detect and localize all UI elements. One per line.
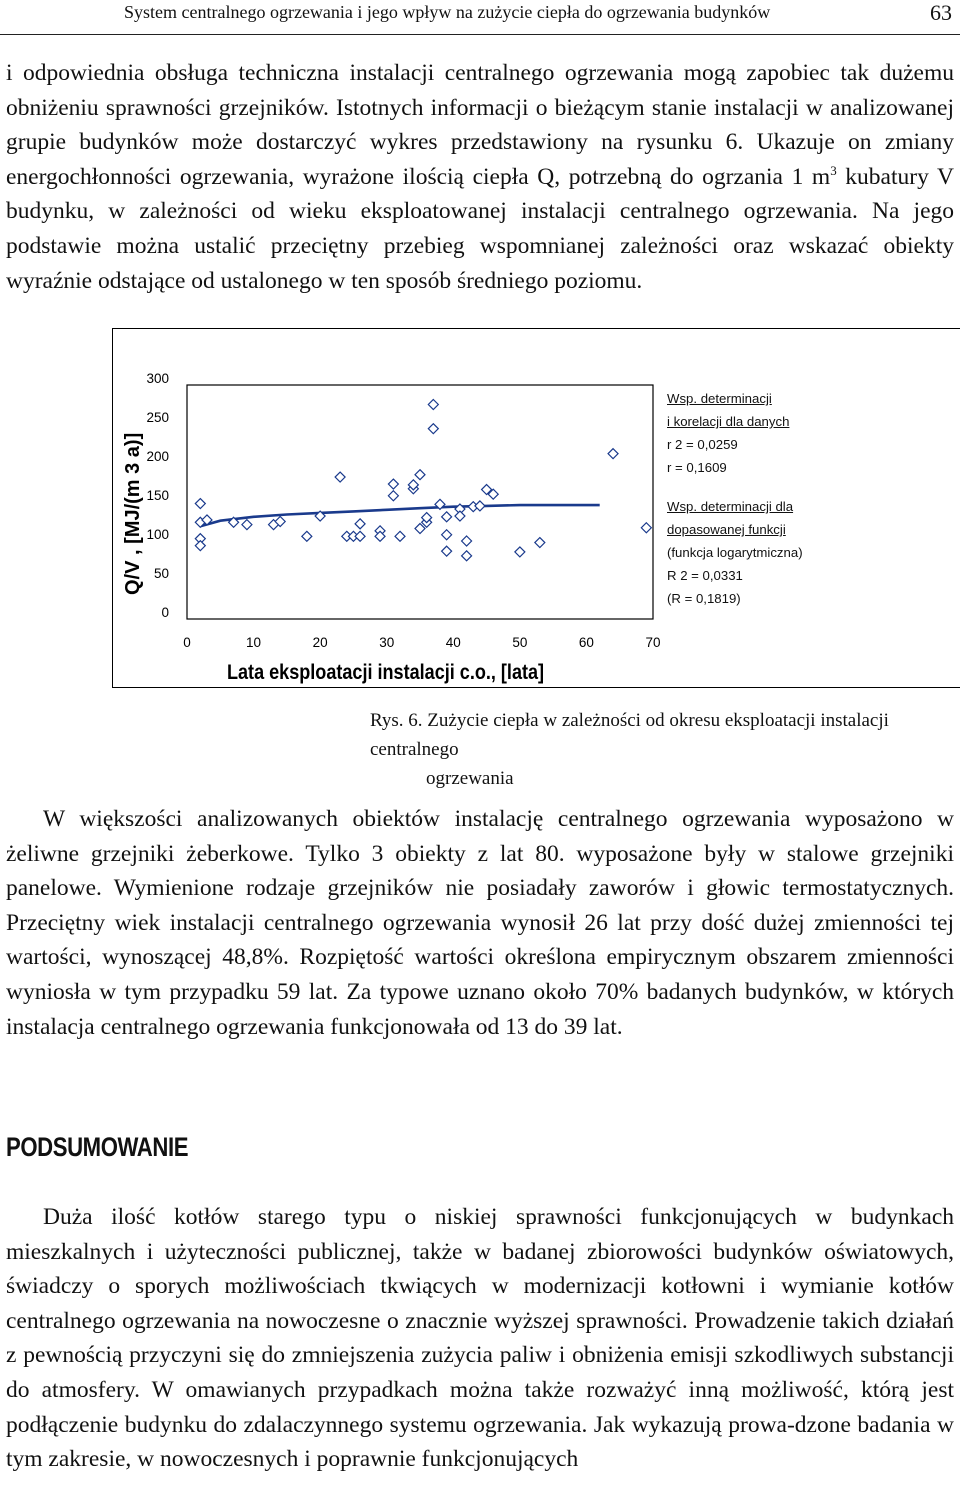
superscript-3: 3 (830, 162, 837, 178)
x-tick-label: 50 (512, 635, 528, 650)
legend (667, 387, 827, 610)
legend-line-5: Wsp. determinacji dla (667, 499, 794, 514)
legend-line-3: r 2 = 0,0259 (667, 437, 738, 452)
x-axis-ticks (183, 635, 660, 650)
paragraph-intro-part2: kubatury V budynku, w zależności od wieku eksploatowanej instalacji centralnego ogrzewania. Na jego podstawie można ustalić przeciętny przebieg wspomnianej zależności oraz wskazać obiekty wyraźnie odstające od ustalonego w ten sposób średniego poziomu. (6, 163, 954, 294)
y-tick-label: 0 (161, 605, 169, 620)
y-tick-label: 300 (146, 371, 169, 386)
legend-line-8: R 2 = 0,0331 (667, 568, 743, 583)
paragraph-radiators: W większości analizowanych obiektów instalację centralnego ogrzewania wyposażono w żeliwne grzejniki żeberkowe. Tylko 3 obiekty z lat 80. wyposażone były w stalowe grzejniki panelowe. Wymienione rodzaje grzejników nie posiadały zaworów i głowic termostatycznych. Przeciętny wiek instalacji centralnego ogrzewania wynosił 26 lat przy dość dużej zmienności tej wartości, wynoszącej 48,8%. Rozpiętość wartości określona empirycznym obszarem zmienności wyniosła w tym przypadku 59 lat. Za typowe uznano około 70% badanych budynków, w których instalacja centralnego ogrzewania funkcjonowała od 13 do 39 lat. (6, 806, 954, 1040)
x-tick-label: 60 (578, 635, 594, 650)
caption-line-1: Rys. 6. Zużycie ciepła w zależności od okresu eksploatacji instalacji centralnego (370, 710, 889, 760)
y-axis-ticks (146, 371, 169, 620)
x-tick-label: 40 (445, 635, 461, 650)
y-tick-label: 50 (153, 566, 169, 581)
x-axis-label: Lata eksploatacji instalacji c.o., [lata] (227, 660, 545, 685)
section-heading: PODSUMOWANIE (6, 1132, 189, 1162)
running-header (0, 0, 960, 35)
legend-line-4: r = 0,1609 (667, 460, 727, 475)
x-tick-label: 10 (246, 635, 262, 650)
y-tick-label: 100 (146, 527, 169, 542)
y-tick-label: 200 (146, 449, 169, 464)
caption-line-2: ogrzewania (426, 768, 514, 789)
scatter-chart (113, 329, 960, 689)
figure-6 (112, 328, 960, 688)
y-tick-label: 150 (146, 488, 169, 503)
y-axis-label: Q/V , [MJ/(m 3 a)] (122, 432, 144, 595)
paragraph-summary: Duża ilość kotłów starego typu o niskiej sprawności funkcjonujących w budynkach mieszkalnych i użyteczności publicznej, także w badanej zbiorowości budynków oświatowych, świadczy o sporych możliwościach tkwiących w modernizacji kotłowni i wymianie kotłów centralnego ogrzewania na nowoczesne o znacznie wyższej sprawności. Prowadzenie takich działań z pewnością przyczyni się do zmniejszenia zużycia paliw i obniżenia emisji szkodliwych substancji do atmosfery. W omawianych przypadkach można także rozważyć inną możliwość, którą jest podłączenie budynku do zdalaczynnego systemu ogrzewania. Jak wykazują prowa-dzone badania w tym zakresie, w nowoczesnych i poprawnie funkcjonujących (6, 1204, 954, 1473)
running-title: System centralnego ogrzewania i jego wpływ na zużycie ciepła do ogrzewania budynków (124, 2, 771, 22)
x-tick-label: 0 (183, 635, 191, 650)
legend-line-6: dopasowanej funkcji (667, 522, 786, 537)
x-tick-label: 30 (379, 635, 395, 650)
figure-caption (370, 706, 890, 793)
legend-line-2: i korelacji dla danych (667, 414, 790, 429)
legend-line-1: Wsp. determinacji (667, 391, 772, 406)
x-tick-label: 20 (312, 635, 328, 650)
page-number: 63 (930, 0, 952, 25)
plot-area (187, 385, 653, 619)
paragraph-intro (6, 56, 954, 298)
x-tick-label: 70 (645, 635, 661, 650)
legend-line-9: (R = 0,1819) (667, 591, 741, 606)
paragraph-intro-part1: i odpowiednia obsługa techniczna instalacji centralnego ogrzewania mogą zapobiec tak dużemu obniżeniu sprawności grzejników. Istotnych informacji o bieżącym stanie instalacji w analizowanej grupie budynków może dostarczyć wykres przedstawiony na rysunku 6. Ukazuje on zmiany energochłonności ogrzewania, wyrażone ilością ciepła Q, potrzebną do ogrzania 1 m (6, 60, 954, 190)
y-tick-label: 250 (146, 410, 169, 425)
legend-line-7: (funkcja logarytmiczna) (667, 545, 803, 560)
